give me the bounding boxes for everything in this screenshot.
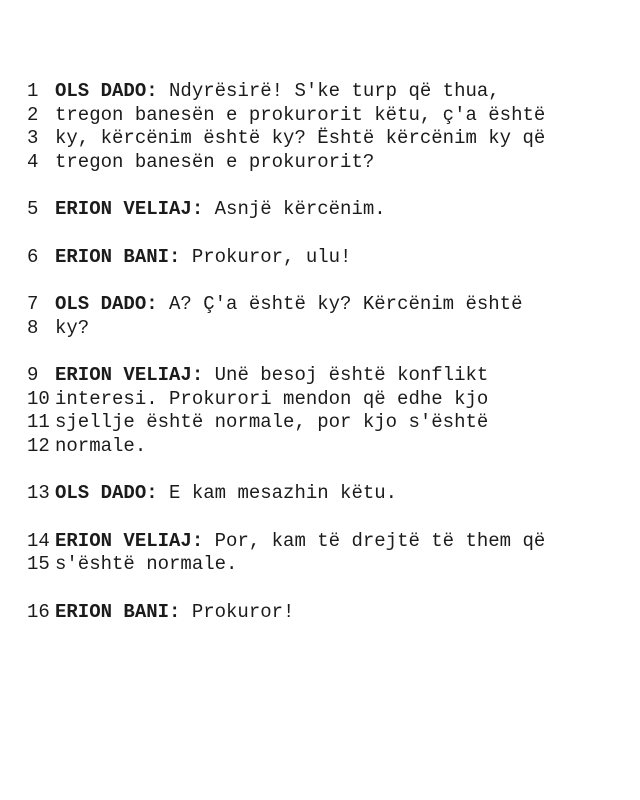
transcript-paragraph (27, 293, 613, 340)
transcript-line (27, 127, 613, 151)
speaker-name: ERION BANI: (55, 600, 192, 623)
line-text: normale. (55, 434, 147, 457)
transcript-paragraph (27, 364, 613, 458)
speaker-name: ERION VELIAJ: (55, 198, 215, 220)
line-text: s'është normale. (55, 553, 238, 575)
transcript-paragraph (27, 530, 613, 577)
line-text: tregon banesën e prokurorit këtu, ç'a është (55, 103, 546, 126)
transcript-paragraph (27, 198, 613, 222)
line-number: 9 (27, 364, 39, 386)
line-content (55, 293, 523, 317)
transcript-line (27, 317, 613, 341)
line-content (55, 388, 488, 412)
line-number: 8 (27, 316, 39, 339)
transcript-line (27, 104, 613, 128)
line-content (55, 151, 374, 175)
line-content (55, 198, 386, 222)
line-number: 11 (27, 411, 50, 433)
line-text: Ndyrësirë! S'ke turp që thua, (169, 80, 500, 102)
line-number: 5 (27, 198, 39, 220)
line-content (55, 601, 294, 625)
transcript-line (27, 530, 613, 554)
line-text: E kam mesazhin këtu. (169, 482, 398, 504)
line-number: 15 (27, 553, 50, 575)
line-content (55, 364, 488, 388)
line-content (55, 553, 237, 577)
speaker-name: ERION BANI: (55, 245, 192, 268)
line-text: Prokuror, ulu! (191, 245, 352, 268)
line-text: Por, kam të drejtë të them që (214, 529, 546, 552)
line-number: 3 (27, 127, 39, 149)
transcript-line (27, 293, 613, 317)
line-content (55, 104, 545, 128)
line-text: A? Ç'a është ky? Kërcënim është (169, 293, 523, 315)
line-text: Prokuror! (191, 600, 295, 623)
transcript-line (27, 388, 613, 412)
transcript-paragraph (27, 246, 613, 270)
speaker-name: OLS DADO: (55, 293, 170, 315)
line-text: sjellje është normale, por kjo s'është (55, 411, 489, 433)
line-number: 2 (27, 103, 39, 126)
line-content (55, 317, 89, 341)
line-content (55, 435, 146, 459)
line-number: 1 (27, 80, 39, 102)
line-number: 16 (27, 600, 50, 623)
line-content (55, 411, 488, 435)
line-number: 4 (27, 150, 39, 173)
transcript-line (27, 364, 613, 388)
transcript-paragraph (27, 80, 613, 174)
transcript-line (27, 198, 613, 222)
line-content (55, 246, 351, 270)
transcript-paragraph (27, 482, 613, 506)
line-number: 12 (27, 434, 50, 457)
line-text: interesi. Prokurori mendon që edhe kjo (55, 387, 489, 410)
line-number: 14 (27, 529, 50, 552)
transcript-line (27, 80, 613, 104)
line-text: ky, kërcënim është ky? Është kërcënim ky që (55, 127, 546, 149)
line-content (55, 530, 545, 554)
transcript-line (27, 553, 613, 577)
line-number: 13 (27, 482, 50, 504)
transcript-document (27, 80, 613, 648)
transcript-line (27, 151, 613, 175)
transcript-line (27, 435, 613, 459)
transcript-line (27, 601, 613, 625)
line-content (55, 482, 397, 506)
transcript-paragraph (27, 601, 613, 625)
line-content (55, 127, 545, 151)
line-number: 7 (27, 293, 39, 315)
line-text: Unë besoj është konflikt (214, 364, 489, 386)
transcript-line (27, 411, 613, 435)
line-number: 10 (27, 387, 50, 410)
speaker-name: ERION VELIAJ: (55, 529, 215, 552)
transcript-line (27, 482, 613, 506)
speaker-name: OLS DADO: (55, 482, 170, 504)
line-number: 6 (27, 245, 39, 268)
speaker-name: OLS DADO: (55, 80, 170, 102)
line-text: tregon banesën e prokurorit? (55, 150, 375, 173)
line-text: ky? (55, 316, 90, 339)
speaker-name: ERION VELIAJ: (55, 364, 215, 386)
transcript-line (27, 246, 613, 270)
line-content (55, 80, 500, 104)
line-text: Asnjë kërcënim. (214, 198, 386, 220)
